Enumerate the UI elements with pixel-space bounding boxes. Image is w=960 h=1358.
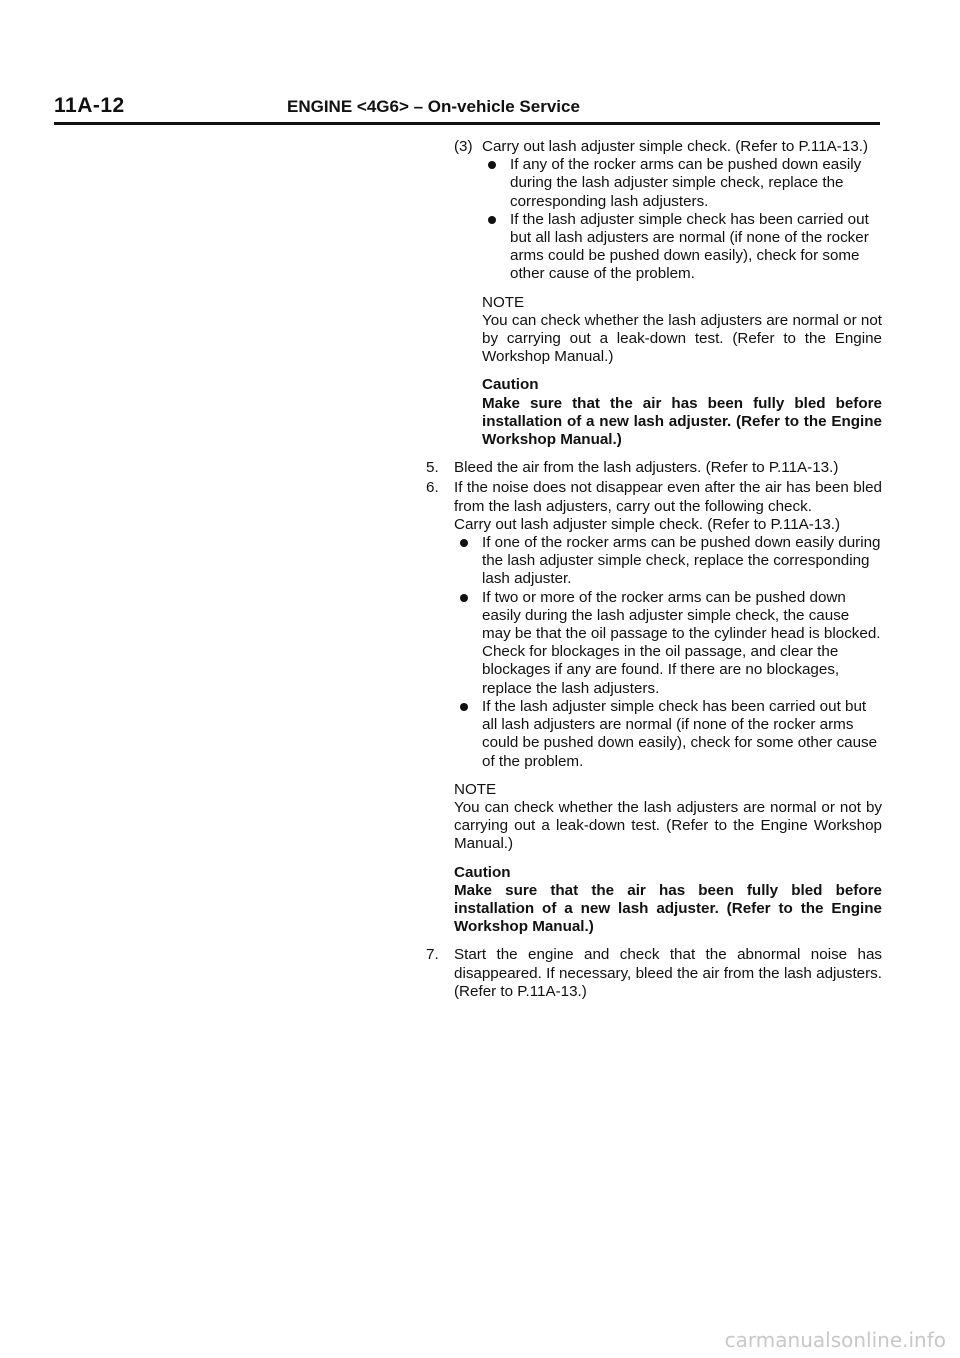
caution-text: Make sure that the air has been fully bled before installation of a new lash adjuster. (Refer to the Engine Workshop Manual.)	[454, 881, 882, 936]
step-text: Carry out lash adjuster simple check. (Refer to P.11A-13.)	[482, 138, 869, 155]
caution	[454, 864, 882, 937]
list-item: If the lash adjuster simple check has been carried out but all lash adjusters are normal (if none of the rocker arms could be pushed down easily), check for some other cause of the problem.	[482, 211, 882, 284]
bullet-list	[454, 534, 882, 771]
bullet-icon	[488, 161, 496, 169]
page-number: 11A-12	[54, 94, 125, 117]
bullet-icon	[460, 594, 468, 602]
step-text: Bleed the air from the lash adjusters. (Refer to P.11A-13.)	[454, 459, 839, 477]
bullet-icon	[460, 539, 468, 547]
bullet-list	[482, 156, 882, 283]
step-5	[426, 459, 882, 477]
step-3	[454, 138, 882, 449]
watermark: carmanualsonline.info	[724, 1328, 946, 1352]
procedure-body	[426, 138, 882, 1003]
step-6	[426, 479, 882, 936]
caution	[482, 376, 882, 449]
note	[454, 781, 882, 854]
step-7	[426, 946, 882, 1001]
step-number: 5.	[426, 459, 439, 477]
list-item: If the lash adjuster simple check has been carried out but all lash adjusters are normal (if none of the rocker arms could be pushed down easily), check for some other cause of the problem.	[454, 698, 882, 771]
step-number: 7.	[426, 946, 439, 964]
caution-label: Caution	[454, 863, 511, 881]
page-header	[54, 94, 880, 124]
caution-label: Caution	[482, 376, 539, 394]
note-label: NOTE	[482, 293, 525, 311]
list-item: If two or more of the rocker arms can be pushed down easily during the lash adjuster simple check, the cause may be that the oil passage to the cylinder head is blocked. Check for blockages in the oil passage, and clear the blockages if any are found. If there are no blockages, replace the lash adjusters.	[454, 589, 882, 698]
page-title: ENGINE <4G6> – On-vehicle Service	[287, 97, 580, 116]
list-item: If one of the rocker arms can be pushed down easily during the lash adjuster simple check, replace the corresponding lash adjuster.	[454, 534, 882, 589]
step-number: 6.	[426, 479, 439, 497]
step-text: Start the engine and check that the abnormal noise has disappeared. If necessary, bleed the air from the lash adjusters. (Refer to P.11A-13.)	[454, 946, 882, 1000]
note-label: NOTE	[454, 780, 497, 798]
bullet-icon	[488, 216, 496, 224]
bullet-extra: Check for blockages in the oil passage, and clear the blockages if any are found. If there are no blockages, replace the lash adjusters.	[482, 643, 840, 697]
step-subtext: Carry out lash adjuster simple check. (Refer to P.11A-13.)	[454, 515, 841, 533]
bullet-icon	[460, 703, 468, 711]
caution-text: Make sure that the air has been fully bled before installation of a new lash adjuster. (Refer to the Engine Workshop Manual.)	[482, 394, 882, 449]
header-divider	[54, 122, 880, 125]
list-item: If any of the rocker arms can be pushed down easily during the lash adjuster simple check, replace the corresponding lash adjusters.	[482, 156, 882, 211]
step-text: If the noise does not disappear even after the air has been bled from the lash adjusters, carry out the following check.	[454, 479, 882, 515]
step-number: (3)	[454, 138, 473, 155]
note-text: You can check whether the lash adjusters are normal or not by carrying out a leak-down test. (Refer to the Engine Workshop Manual.)	[482, 311, 882, 366]
note-text: You can check whether the lash adjusters are normal or not by carrying out a leak-down test. (Refer to the Engine Workshop Manual.)	[454, 798, 882, 853]
note	[482, 294, 882, 367]
